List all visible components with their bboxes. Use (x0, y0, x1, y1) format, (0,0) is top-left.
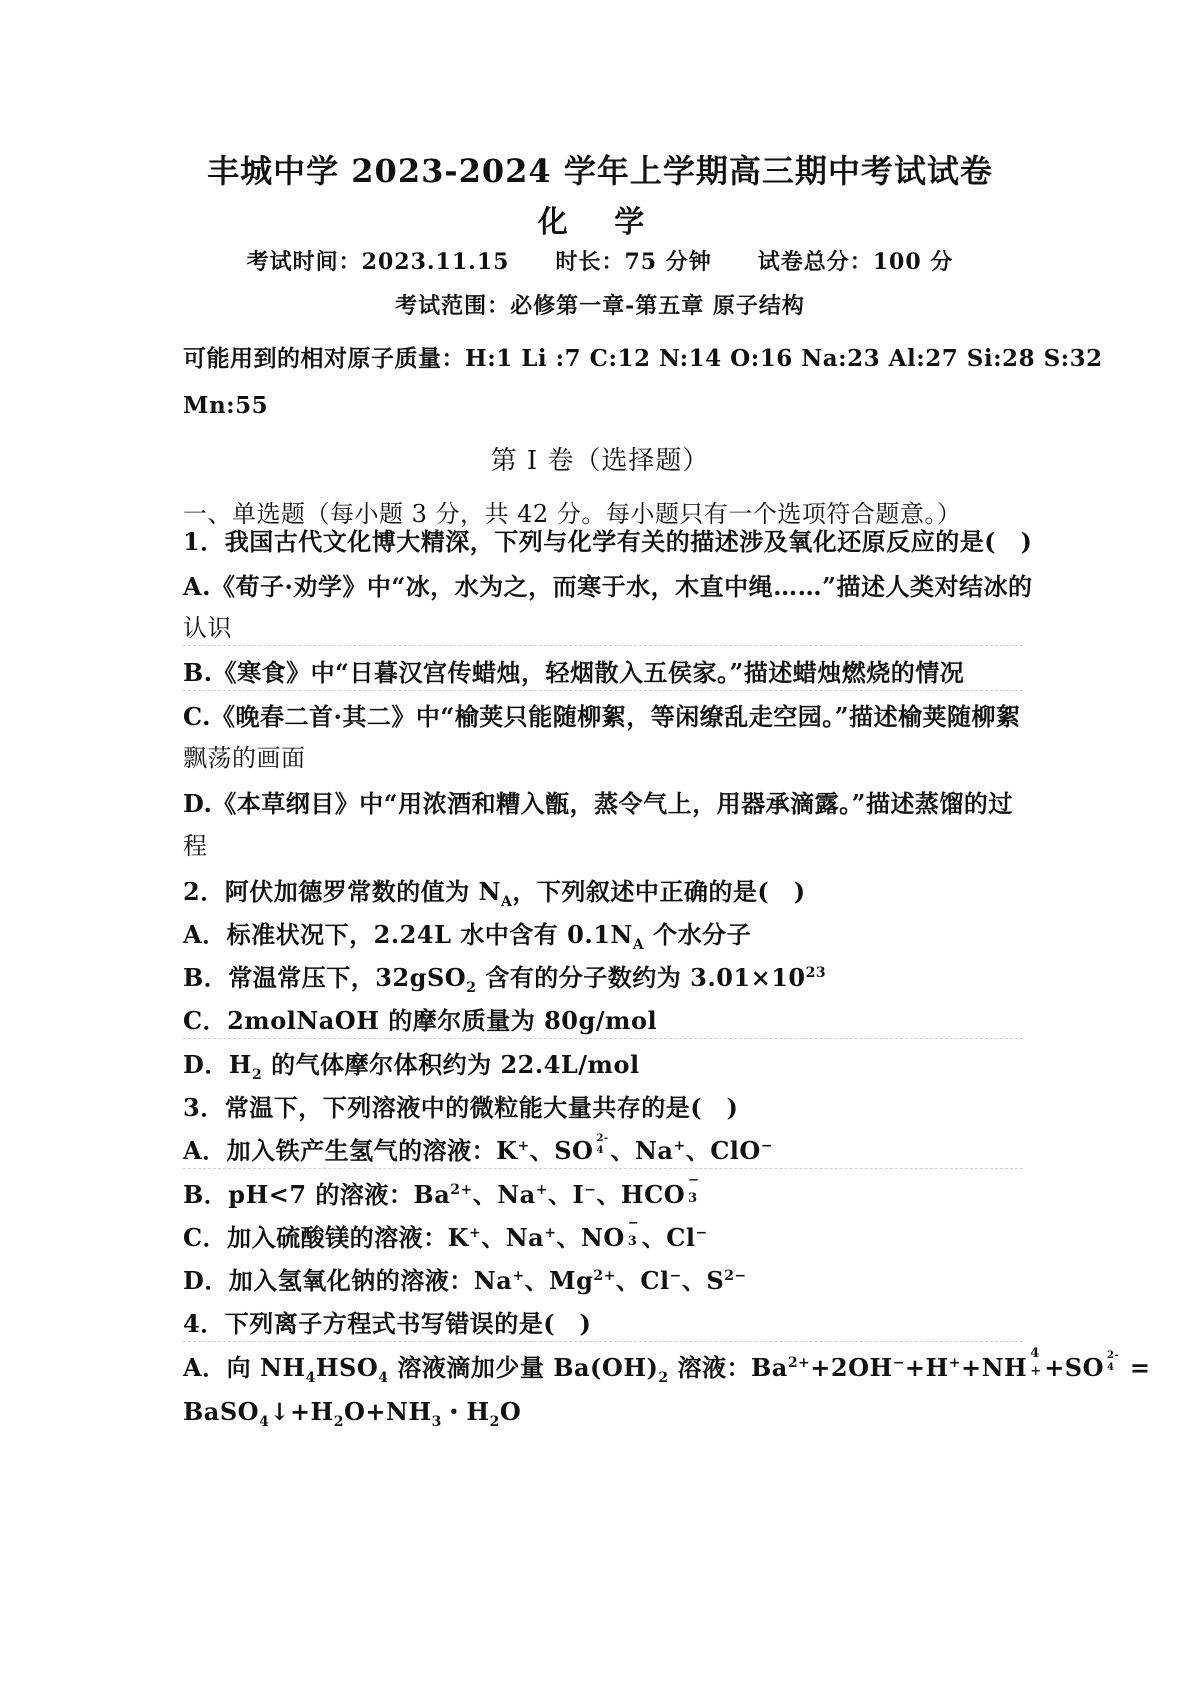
divider (183, 690, 1023, 691)
q3-option-b: B．pH<7 的溶液：$Ba^{2+}$、Na+、I−、HCO − 3 (183, 1173, 700, 1209)
exam-info: 考试时间：2023.11.15 时长：75 分钟 试卷总分：100 分 (246, 249, 954, 275)
divider (183, 645, 1023, 646)
exam-title: 丰城中学 2023-2024 学年上学期高三期中考试试卷 (207, 152, 993, 190)
atomic-masses-line2: Mn:55 (183, 392, 269, 419)
subject-title: 化 学 (537, 205, 663, 240)
q2-stem: 2．阿伏加德罗常数的值为 $N_A$，下列叙述中正确的是( ) (183, 877, 806, 910)
q1-stem: 1．我国古代文化博大精深，下列与化学有关的描述涉及氧化还原反应的是( ) (183, 527, 1033, 556)
q2-option-b: B．常温常压下，32gSO$_2$ 含有的分子数约为 $3.01\times 10^{23}$ (183, 963, 827, 996)
q3-option-d: D．加入氢氧化钠的溶液：Na+、$Mg^{2+}$、Cl−、$S^{2-}$ (183, 1266, 747, 1295)
q1-option-c-cont: 飘荡的画面 (183, 744, 306, 772)
section-instructions: 一、单选题（每小题 3 分，共 42 分。每小题只有一个选项符合题意。） (183, 500, 962, 528)
q1-option-c: C.《晚春二首·其二》中“榆荚只能随柳絮，等闲缭乱走空园。”描述榆荚随柳絮 (183, 702, 1021, 731)
q2-option-a: A．标准状况下，2.24L 水中含有 $0.1N_A$ 个水分子 (183, 920, 752, 953)
q2-option-d: D．$H_2$ 的气体摩尔体积约为 22.4L/mol (183, 1050, 640, 1083)
q3-option-c: C．加入硫酸镁的溶液：K+、Na+、NO − 3 、Cl− (183, 1216, 708, 1252)
divider (183, 1038, 1023, 1039)
q4-option-a: A．向 $NH_4HSO_4$ 溶液滴加少量 $Ba(OH)_2$ 溶液：$Ba^{2+}+2OH^-+H^++NH$ 4 + +SO 2- 4 = (183, 1346, 1151, 1386)
q1-option-a-cont: 认识 (183, 614, 232, 642)
q3-option-a: A．加入铁产生氢气的溶液：K+、SO 2- 4 、Na+、ClO− (183, 1133, 774, 1165)
exam-scope: 考试范围：必修第一章-第五章 原子结构 (395, 293, 805, 319)
section-title: 第 I 卷（选择题） (490, 446, 710, 476)
atomic-masses-line1: 可能用到的相对原子质量：H:1 Li :7 C:12 N:14 O:16 Na:23 Al:27 Si:28 S:32 (183, 345, 1103, 372)
q1-option-d-cont: 程 (183, 832, 208, 860)
divider (183, 1168, 1023, 1169)
q1-option-b: B.《寒食》中“日暮汉宫传蜡烛，轻烟散入五侯家。”描述蜡烛燃烧的情况 (183, 658, 965, 687)
q1-option-d: D.《本草纲目》中“用浓酒和糟入甑，蒸令气上，用器承滴露。”描述蒸馏的过 (183, 789, 1013, 818)
q2-option-c: C．2molNaOH 的摩尔质量为 80g/mol (183, 1006, 658, 1035)
divider (183, 1341, 1023, 1342)
q1-option-a: A.《荀子·劝学》中“冰，水为之，而寒于水，木直中绳……”描述人类对结冰的 (183, 572, 1033, 601)
q3-stem: 3．常温下，下列溶液中的微粒能大量共存的是( ) (183, 1093, 739, 1122)
q4-stem: 4．下列离子方程式书写错误的是( ) (183, 1309, 592, 1338)
q4-option-a-cont: $BaSO_4↓+H_2O+NH_3$・$H_2O$ (183, 1397, 522, 1430)
